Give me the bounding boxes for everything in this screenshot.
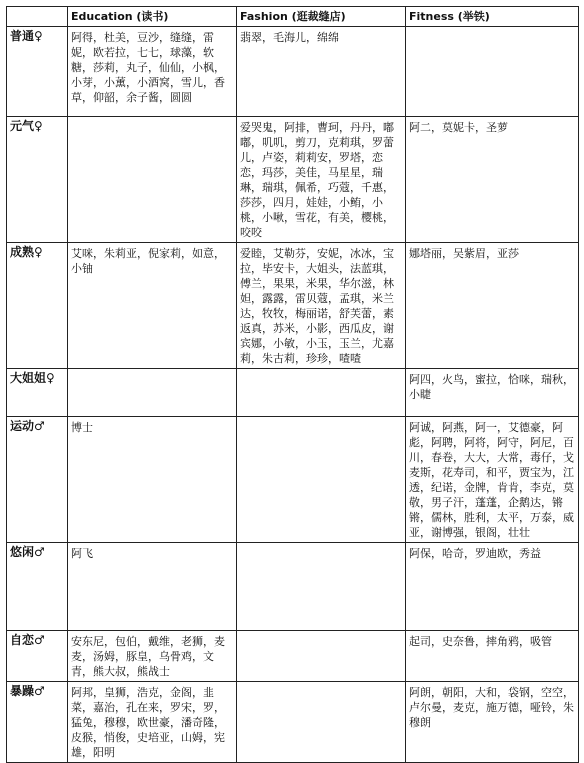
row-header <box>7 682 68 763</box>
gender-icon: ♂ <box>34 684 45 698</box>
gender-icon: ♀ <box>34 119 43 133</box>
table-row <box>7 682 579 763</box>
row-label: 元气 <box>10 119 35 133</box>
header-row <box>7 7 579 27</box>
table-cell <box>237 631 406 682</box>
row-label: 普通 <box>10 29 35 43</box>
table-cell <box>406 27 579 117</box>
row-header <box>7 543 68 631</box>
table-cell: 阿飞 <box>68 543 237 631</box>
table-cell: 爱睦，艾勒芬，安妮，冰冰，宝拉，毕安卡，大姐头，法蓝琪，傅兰，果果，米果，华尔滋，林妲，露露，雷贝蔻，孟琪，米兰达，牧牧，梅丽诺，舒芙蕾，素返真，苏米，小影，西瓜皮，谢宾娜，小敏，小玉，玉兰，尤嘉莉，朱古莉，珍珍，喳喳 <box>237 243 406 369</box>
table-row <box>7 417 579 543</box>
row-label: 自恋 <box>10 633 35 647</box>
row-header <box>7 117 68 243</box>
row-label: 运动 <box>10 419 35 433</box>
table-cell <box>237 417 406 543</box>
table-cell: 起司，史奈鲁，摔角鸦，吸管 <box>406 631 579 682</box>
table-cell: 阿诚，阿燕，阿一，艾德豪，阿彪，阿聘，阿将，阿守，阿尼，百川，春卷，大大，大常，毒仔，戈麦斯，花寿司，和平，贾宝为，江透，纪诺，金牌，肯肯，李克，莫敬，男子汗，蓬蓬，企鹅达，锵锵，儒林，胜利，太平，万泰，威亚，谢博强，银阁，壮壮 <box>406 417 579 543</box>
row-header <box>7 243 68 369</box>
row-header <box>7 417 68 543</box>
table-row <box>7 243 579 369</box>
header-fashion: Fashion (逛裁缝店) <box>237 7 406 27</box>
table-cell <box>237 369 406 417</box>
table-row <box>7 631 579 682</box>
gender-icon: ♂ <box>34 419 45 433</box>
gender-icon: ♀ <box>46 371 55 385</box>
row-label: 悠闲 <box>10 545 35 559</box>
row-header <box>7 631 68 682</box>
table-row <box>7 117 579 243</box>
table-cell: 阿保，哈奇，罗迪欧，秀益 <box>406 543 579 631</box>
table-cell: 爱哭鬼，阿排，曹珂，丹丹，嘟嘟，叽叽，剪刀，克莉琪，罗蕾儿，卢姿，莉莉安，罗塔，恋恋，玛莎，美佳，马星星，瑞琳，瑞琪，佩希，巧蔻，千惠，莎莎，四月，娃娃，小鲔，小桃，小啾，雪花，有美，樱桃，咬咬 <box>237 117 406 243</box>
row-label: 成熟 <box>10 245 35 259</box>
header-education: Education (读书) <box>68 7 237 27</box>
table-cell: 娜塔丽，吴紫眉，亚莎 <box>406 243 579 369</box>
row-label: 暴躁 <box>10 684 35 698</box>
table-cell: 博士 <box>68 417 237 543</box>
table-row <box>7 369 579 417</box>
table-cell: 阿朗，朝阳，大和，袋钢，空空，卢尔曼，麦克，施万德，哑铃，朱穆朗 <box>406 682 579 763</box>
table-cell: 艾咪，朱莉亚，倪家莉，如意，小铀 <box>68 243 237 369</box>
table-cell <box>237 543 406 631</box>
table-cell: 阿得，杜美，豆沙，缝缝，雷妮，欧若拉，七七，球藻，软糖，莎莉，丸子，仙仙，小枫，小芽，小薰，小酒窝，雪儿，香草，仰韶，余子酱，圆圆 <box>68 27 237 117</box>
gender-icon: ♂ <box>34 633 45 647</box>
table-cell: 阿四，火鸟，蜜拉，恰咪，瑞秋，小睫 <box>406 369 579 417</box>
table-cell: 阿邦，皇狮，浩克，金阁，韭菜，嘉治，孔在来，罗宋，罗，猛兔，穆穆，欧世豪，潘奇隆，皮猴，悄俊，史培亚，山姆，宪雄，阳明 <box>68 682 237 763</box>
table-cell <box>68 117 237 243</box>
table-cell <box>237 682 406 763</box>
row-header <box>7 369 68 417</box>
row-label: 大姐姐 <box>10 371 47 385</box>
table-cell: 阿二，莫妮卡，圣萝 <box>406 117 579 243</box>
row-header <box>7 27 68 117</box>
table-cell: 安东尼，包伯，戴维，老狮，麦麦，汤姆，豚皇，乌骨鸡，文青，熊大叔，熊战士 <box>68 631 237 682</box>
table-row <box>7 543 579 631</box>
gender-icon: ♀ <box>34 29 43 43</box>
table-row <box>7 27 579 117</box>
header-fitness: Fitness (举铁) <box>406 7 579 27</box>
table-cell <box>68 369 237 417</box>
gender-icon: ♀ <box>34 245 43 259</box>
gender-icon: ♂ <box>34 545 45 559</box>
villager-hobby-table <box>6 6 579 763</box>
table-cell: 翡翠，毛海儿，绵绵 <box>237 27 406 117</box>
corner-header <box>7 7 68 27</box>
